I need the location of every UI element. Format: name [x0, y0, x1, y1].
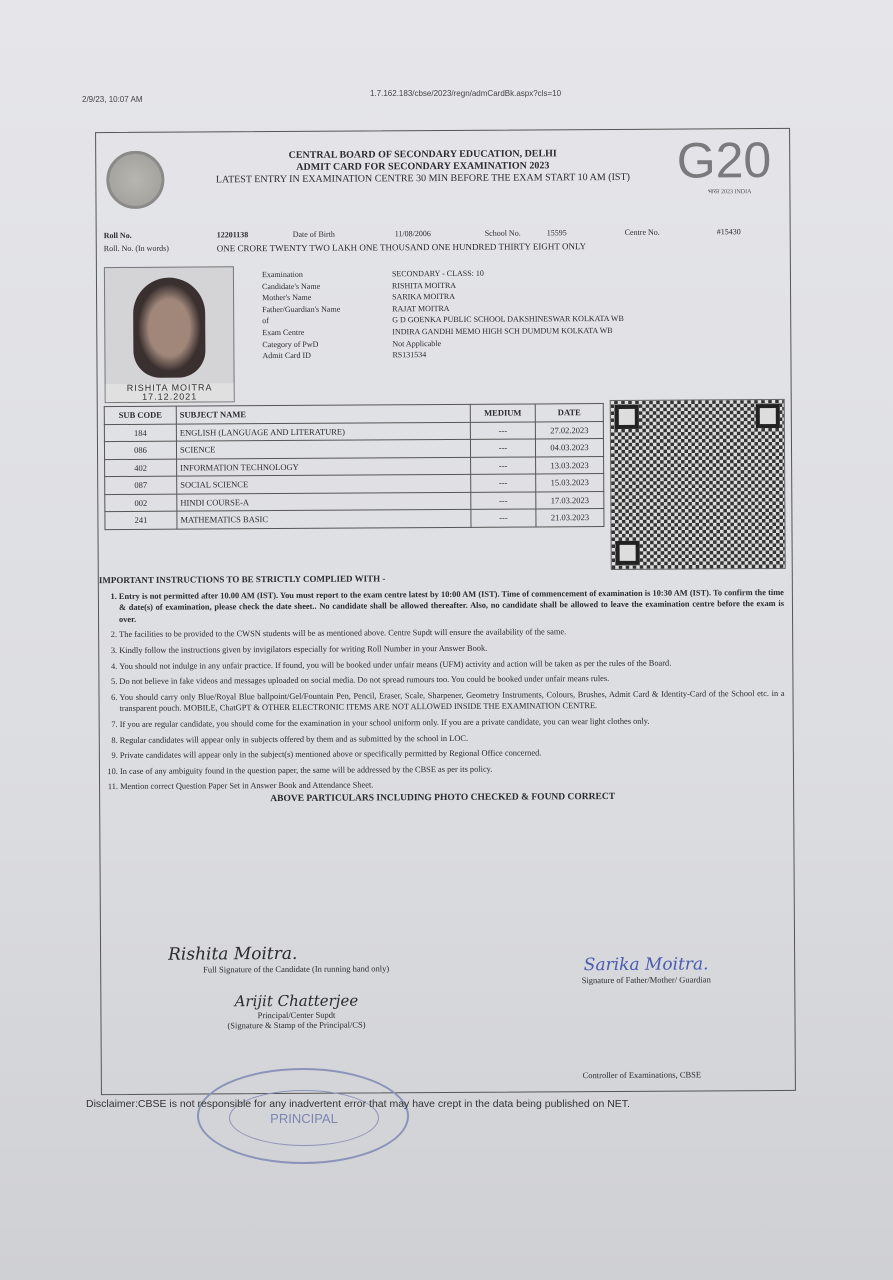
detail-value: SECONDARY - CLASS: 10 — [391, 268, 484, 279]
candidate-photo — [104, 266, 235, 403]
exam-date: 04.03.2023 — [535, 439, 603, 457]
confirmation-text: ABOVE PARTICULARS INCLUDING PHOTO CHECKED & FOUND CORRECT — [270, 791, 616, 804]
candidate-sig-handwriting: Rishita Moitra. — [168, 943, 298, 965]
detail-value: SARIKA MOITRA — [392, 292, 456, 302]
school-value: 15595 — [546, 228, 567, 238]
instruction-item: 10. In case of any ambiguity found in the question paper, the same will be addressed by the CBSE as per its policy. — [120, 762, 785, 778]
principal-stamp-label: (Signature & Stamp of the Principal/CS) — [227, 1019, 366, 1031]
instruction-item: 5. Do not believe in fake videos and messages uploaded on social media. Do not spread rumours too. You could be booked under unfair means rules. — [119, 672, 784, 688]
instruction-item: 7. If you are regular candidate, you should come for the examination in your school uniform only. If you are a private candidate, you can wear light clothes only. — [120, 715, 785, 731]
instruction-item: 2. The facilities to be provided to the CWSN students will be as mentioned above. Centre Supdt will ensure the availability of the same. — [119, 625, 784, 641]
g20-subtext: भारत 2023 INDIA — [707, 189, 752, 196]
print-url: 1.7.162.183/cbse/2023/regn/admCardBk.aspx?cls=10 — [370, 89, 562, 98]
medium: --- — [471, 474, 536, 492]
detail-label: Admit Card ID — [262, 350, 311, 361]
sub-code: 241 — [105, 511, 177, 529]
stamp-text: PRINCIPAL — [229, 1090, 379, 1146]
board-name: CENTRAL BOARD OF SECONDARY EDUCATION, DELHI — [288, 148, 557, 161]
candidate-details — [262, 267, 624, 362]
photo-name: RISHITA MOITRA — [126, 382, 213, 393]
medium: --- — [470, 421, 535, 439]
instruction-item: 11. Mention correct Question Paper Set in Answer Book and Attendance Sheet. — [120, 777, 785, 793]
exam-date: 15.03.2023 — [536, 474, 604, 492]
qr-code — [610, 399, 786, 570]
sub-code: 002 — [105, 494, 177, 512]
g20-logo: G20 — [676, 132, 772, 189]
col-date: DATE — [535, 404, 603, 422]
dob-label: Date of Birth — [292, 229, 335, 239]
guardian-sig-label: Signature of Father/Mother/ Guardian — [581, 974, 711, 986]
medium: --- — [471, 491, 536, 509]
detail-value: Not Applicable — [392, 338, 442, 348]
controller-signature — [532, 1069, 752, 1080]
roll-words-label: Roll. No. (In words) — [103, 243, 169, 254]
detail-label: Category of PwD — [262, 339, 319, 349]
detail-value: RAJAT MOITRA — [392, 303, 450, 314]
subjects-table — [104, 403, 605, 530]
detail-row — [262, 325, 624, 339]
print-datetime: 2/9/23, 10:07 AM — [82, 95, 143, 104]
detail-value: INDIRA GANDHI MEMO HIGH SCH DUMDUM KOLKATA WB — [392, 325, 613, 337]
admit-card — [95, 128, 796, 1095]
detail-label: Candidate's Name — [261, 281, 321, 291]
face-image — [133, 277, 206, 377]
exam-date: 17.03.2023 — [536, 491, 604, 509]
instruction-item: 3. Kindly follow the instructions given by invigilators especially for writing Roll Number in your Answer Book. — [119, 641, 784, 657]
principal-stamp — [197, 1068, 409, 1164]
photo-caption — [106, 383, 234, 402]
detail-label: Father/Guardian's Name — [262, 304, 341, 314]
instruction-item: 9. Private candidates will appear only in the subject(s) mentioned above or specifically permitted by Regional Office concerned. — [120, 746, 785, 762]
col-subject-name: SUBJECT NAME — [176, 404, 470, 423]
card-header — [176, 148, 669, 187]
medium: --- — [471, 456, 536, 474]
instruction-item: 1. Entry is not permitted after 10.00 AM (IST). You must report to the exam centre latest by 10:00 AM (IST). Time of commencement of examination is 10:30 AM (IST). To confirm the time & date(s) of examination, please check the date sheet.. No candidate shall be allowed thereafter. Also, no candidate shall be allowed to leave the examination centre before the exam is over. — [119, 587, 784, 626]
sub-code: 086 — [104, 441, 176, 459]
subject-name: MATHEMATICS BASIC — [177, 509, 471, 528]
principal-sig-handwriting: Arijit Chatterjee — [234, 991, 359, 1011]
centre-label: Centre No. — [624, 227, 660, 237]
exam-date: 27.02.2023 — [535, 421, 603, 439]
medium: --- — [471, 509, 536, 527]
card-title: ADMIT CARD FOR SECONDARY EXAMINATION 2023 — [296, 160, 550, 173]
candidate-signature — [156, 943, 436, 975]
disclaimer: Disclaimer:CBSE is not responsible for any inadvertent error that may have crept in the data being published on NET. — [86, 1098, 630, 1110]
detail-label: Exam Centre — [262, 327, 305, 338]
col-medium: MEDIUM — [470, 404, 535, 422]
subject-name: SCIENCE — [176, 439, 470, 458]
guardian-sig-handwriting: Sarika Moitra. — [583, 954, 709, 976]
col-sub-code: SUB CODE — [104, 406, 176, 424]
dob-value: 11/08/2006 — [394, 229, 431, 239]
roll-words: ONE CRORE TWENTY TWO LAKH ONE THOUSAND ONE HUNDRED THIRTY EIGHT ONLY — [216, 241, 587, 254]
instructions-heading: IMPORTANT INSTRUCTIONS TO BE STRICTLY COMPLIED WITH - — [98, 573, 386, 586]
detail-label: Examination — [261, 269, 303, 280]
detail-label: Mother's Name — [262, 293, 312, 303]
controller-label: Controller of Examinations, CBSE — [582, 1069, 702, 1081]
subject-name: SOCIAL SCIENCE — [177, 474, 471, 493]
instructions — [99, 571, 785, 807]
detail-row — [262, 348, 624, 362]
subject-name: ENGLISH (LANGUAGE AND LITERATURE) — [176, 422, 470, 441]
photo-date: 17.12.2021 — [142, 391, 198, 402]
sub-code: 402 — [105, 459, 177, 477]
entry-note: LATEST ENTRY IN EXAMINATION CENTRE 30 MIN BEFORE THE EXAM START 10 AM (IST) — [215, 171, 630, 186]
instruction-item: 8. Regular candidates will appear only in subjects offered by them and as submitted by the school in LOC. — [120, 730, 785, 746]
principal-label: Principal/Center Supdt — [257, 1009, 336, 1021]
detail-value: RS131534 — [392, 350, 427, 360]
medium: --- — [470, 439, 535, 457]
sub-code: 184 — [104, 424, 176, 442]
roll-number: 12201138 — [216, 230, 249, 240]
instruction-item: 6. You should carry only Blue/Royal Blue ballpoint/Gel/Fountain Pen, Pencil, Eraser, Scale, Sharpener, Geometry Instruments, Colours, Brushes, Admit Card & Identity-Card of the School etc. in a transparent pouch. MOBILE, ChatGPT & OTHER ELECTRONIC ITEMS ARE NOT ALLOWED INSIDE THE EXAMINATION CENTRE. — [119, 688, 784, 715]
table-row — [105, 509, 604, 530]
detail-value: RISHITA MOITRA — [391, 280, 457, 290]
principal-signature — [186, 991, 406, 1030]
school-label: School No. — [484, 228, 521, 238]
detail-value: G D GOENKA PUBLIC SCHOOL DAKSHINESWAR KOLKATA WB — [392, 314, 624, 325]
instruction-item: 4. You should not indulge in any unfair practice. If found, you will be booked under unfair means (UFM) activity and action will be taken as per the rules of the Board. — [119, 656, 784, 672]
subject-name: INFORMATION TECHNOLOGY — [177, 457, 471, 476]
cbse-logo-icon — [106, 151, 164, 209]
centre-value: #15430 — [716, 227, 741, 237]
exam-date: 13.03.2023 — [536, 456, 604, 474]
guardian-signature — [521, 954, 771, 986]
roll-label: Roll No. — [103, 230, 132, 241]
exam-date: 21.03.2023 — [536, 509, 604, 527]
sub-code: 087 — [105, 476, 177, 494]
candidate-sig-label: Full Signature of the Candidate (In running hand only) — [203, 963, 390, 975]
detail-label: of — [262, 316, 269, 326]
subject-name: HINDI COURSE-A — [177, 492, 471, 511]
